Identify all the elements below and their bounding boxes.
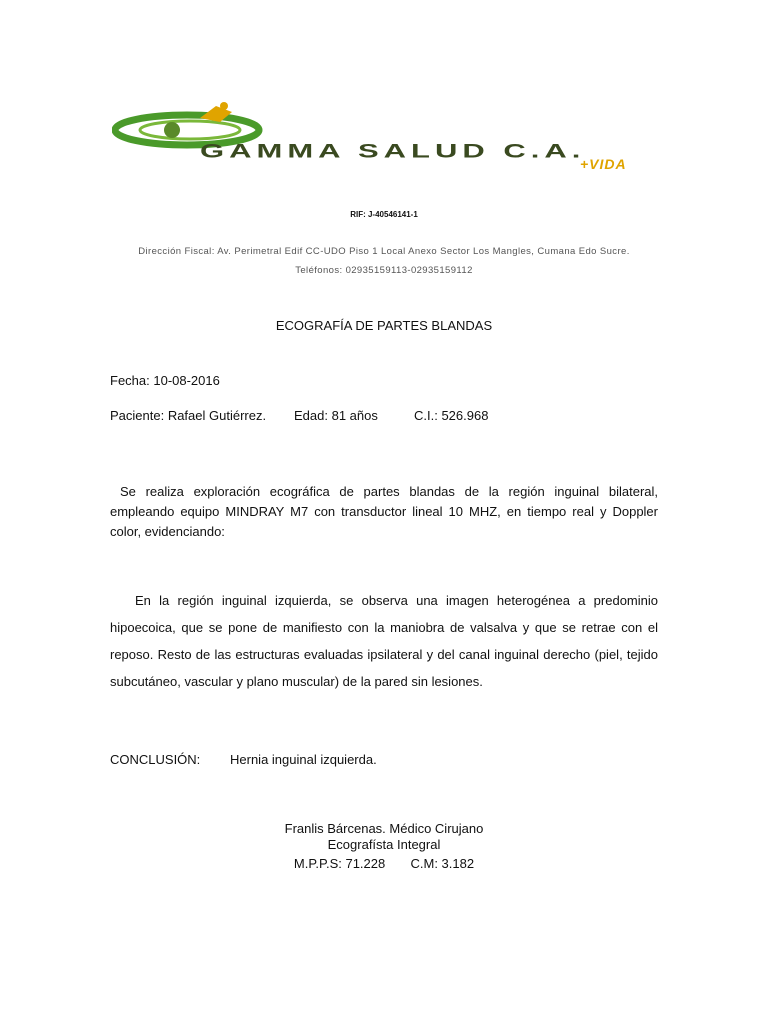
address: Dirección Fiscal: Av. Perimetral Edif CC-UDO Piso 1 Local Anexo Sector Los Mangles, Cumana Edo Sucre. (138, 246, 630, 257)
patient-age: Edad: 81 años (294, 408, 378, 423)
signature-title: Ecografísta Integral (327, 837, 441, 852)
paragraph-findings: En la región inguinal izquierda, se observa una imagen heterogénea a predominio hipoecoica, que se pone de manifiesto con la maniobra de valsalva y que se retrae con el reposo. Resto de las estructuras evaluadas ipsilateral y del canal inguinal derecho (piel, tejido subcutáneo, vascular y plano muscular) de la pared sin lesiones. (110, 593, 658, 689)
paragraph-exploration: Se realiza exploración ecográfica de partes blandas de la región inguinal bilateral, empleando equipo MINDRAY M7 con transductor lineal 10 MHZ, en tiempo real y Doppler color, evidenciando: (110, 484, 658, 539)
rif: RIF: J-40546141-1 (350, 210, 418, 219)
patient-name: Paciente: Rafael Gutiérrez. (110, 408, 267, 423)
conclusion-text: Hernia inguinal izquierda. (230, 752, 377, 767)
signature-mpps: M.P.P.S: 71.228 (293, 856, 386, 871)
signature-name: Franlis Bárcenas. Médico Cirujano (284, 821, 484, 836)
logo-text: GAMMA SALUD C.A. (200, 140, 586, 162)
signature-cm: C.M: 3.182 (410, 856, 475, 871)
logo-subtext: +VIDA (580, 156, 627, 172)
phones: Teléfonos: 02935159113-02935159112 (295, 265, 473, 276)
signature-credentials (0, 856, 768, 872)
conclusion-label: CONCLUSIÓN: (110, 752, 201, 767)
patient-ci: C.I.: 526.968 (414, 408, 489, 423)
report-title: ECOGRAFÍA DE PARTES BLANDAS (275, 318, 493, 333)
company-logo (112, 100, 662, 180)
report-date: Fecha: 10-08-2016 (110, 373, 220, 388)
